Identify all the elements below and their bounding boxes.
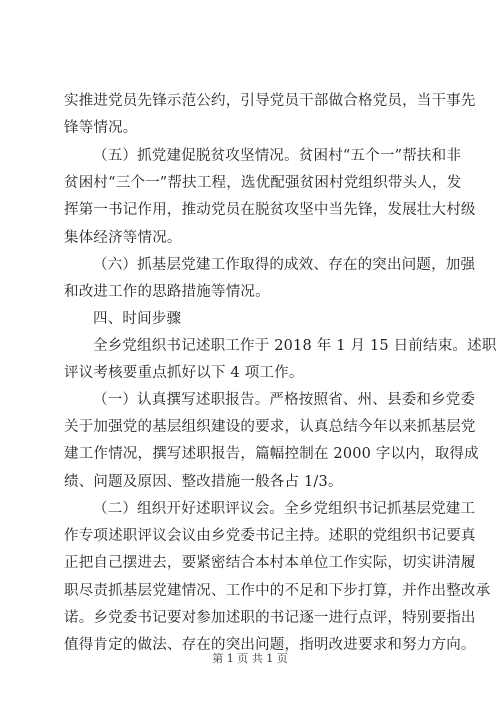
text-line: 诺。乡党委书记要对参加述职的书记逐一进行点评，特别要指出 [64, 609, 476, 626]
section-heading-4 [64, 306, 444, 333]
page-footer: 第 1 页 共 1 页 [212, 652, 288, 665]
paragraph-item-6 [64, 252, 476, 306]
text-line: 贫困村“三个一”帮扶工程，选优配强贫困村党组织带头人，发 [64, 175, 462, 192]
text-line: 职尽责抓基层党建情况、工作中的不足和下步打算，并作出整改承 [64, 582, 491, 599]
text-line: 实推进党员先锋示范公约，引导党员干部做合格党员，当干事先 [64, 93, 476, 109]
paragraph-item-5 [64, 143, 476, 252]
paragraph-intro [64, 88, 476, 142]
text-line: 关于加强党的基层组织建设的要求，认真总结今年以来抓基层党 [64, 419, 476, 436]
text-line: 全乡党组织书记述职工作于 2018 年 1 月 15 日前结束。述职 [93, 338, 497, 354]
text-line: 挥第一书记作用，推动党员在脱贫攻坚中当先锋，发展壮大村级 [64, 202, 476, 219]
text-line: 和改进工作的思路措施等情况。 [64, 284, 270, 301]
paragraph-step-1 [64, 387, 479, 496]
text-line: 集体经济等情况。 [64, 229, 182, 246]
heading-text: 四、时间步骤 [93, 311, 182, 327]
text-line: 正把自己摆进去，要紧密结合本村本单位工作实际，切实讲清履 [64, 555, 476, 572]
text-line: 锋等情况。 [64, 120, 138, 137]
text-line: 绩、问题及原因、整改措施一般各占 1/3。 [64, 473, 343, 490]
text-line: 建工作情况，撰写述职报告，篇幅控制在 2000 字以内，取得成 [64, 446, 479, 463]
text-line: 评议考核要重点抓好以下 4 项工作。 [64, 365, 304, 382]
text-line: （六）抓基层党建工作取得的成效、存在的突出问题，加强 [93, 257, 476, 273]
text-line: （一）认真撰写述职报告。严格按照省、州、县委和乡党委 [93, 392, 476, 408]
paragraph-step-2 [64, 496, 491, 659]
text-line: 值得肯定的做法、存在的突出问题，指明改进要求和努力方向。 [64, 637, 476, 654]
text-line: （五）抓党建促脱贫攻坚情况。贫困村“五个一”帮扶和非 [93, 148, 462, 164]
text-line: （二）组织开好述职评议会。全乡党组织书记抓基层党建工 [93, 501, 476, 517]
text-line: 作专项述职评议会议由乡党委书记主持。述职的党组织书记要真 [64, 528, 476, 545]
paragraph-schedule [64, 333, 497, 387]
